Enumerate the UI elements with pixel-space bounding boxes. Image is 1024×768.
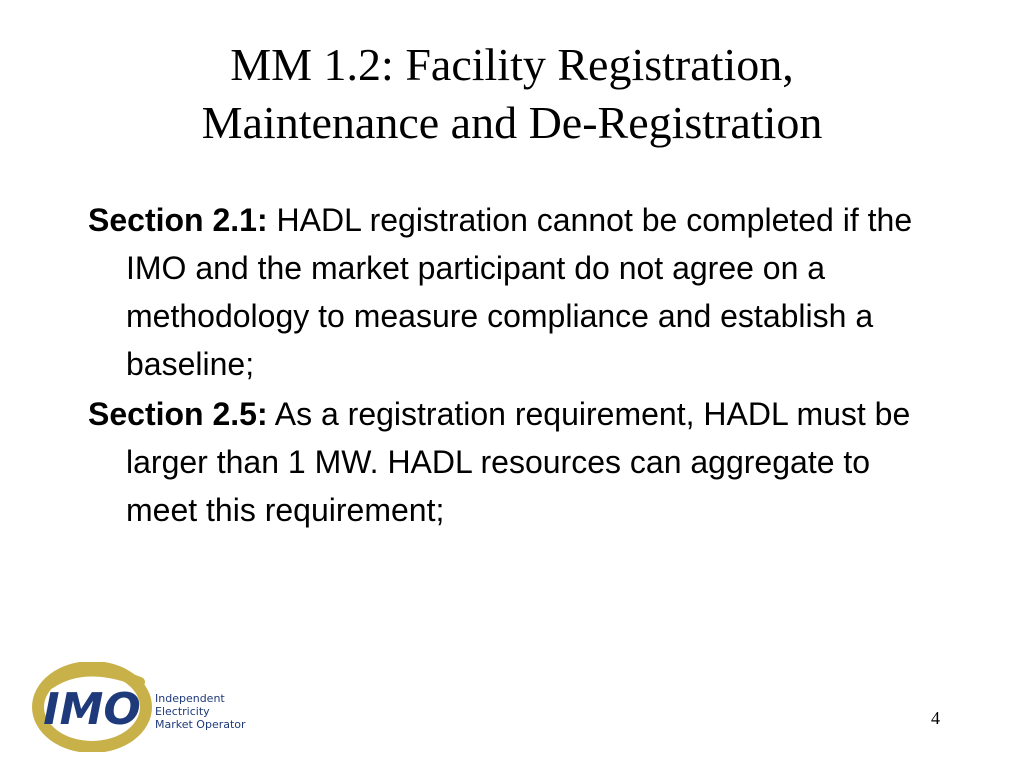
slide-body bbox=[88, 196, 948, 536]
slide-title-line-1: MM 1.2: Facility Registration, bbox=[230, 39, 794, 90]
section-2-1-paragraph bbox=[88, 196, 948, 388]
section-2-1-text: HADL registration cannot be completed if the IMO and the market participant do not agree on a methodology to measure compliance and establish a baseline; bbox=[126, 202, 913, 382]
section-2-5-paragraph bbox=[88, 390, 948, 534]
slide-title bbox=[0, 36, 1024, 152]
imo-logo-text bbox=[155, 692, 246, 731]
imo-logo-mark-icon bbox=[30, 662, 155, 752]
slide-title-line-2: Maintenance and De-Registration bbox=[201, 97, 823, 148]
page-number: 4 bbox=[931, 708, 940, 728]
imo-logo-line-3: Market Operator bbox=[155, 718, 246, 731]
imo-logo-letters: IMO bbox=[43, 684, 141, 735]
imo-logo bbox=[30, 662, 270, 752]
section-2-5-text: As a registration requirement, HADL must be larger than 1 MW. HADL resources can aggregate to meet this requirement; bbox=[126, 396, 911, 528]
imo-logo-line-2: Electricity bbox=[155, 705, 210, 718]
section-2-5-label: Section 2.5: bbox=[88, 396, 268, 432]
imo-logo-line-1: Independent bbox=[155, 692, 225, 705]
section-2-1-label: Section 2.1: bbox=[88, 202, 268, 238]
